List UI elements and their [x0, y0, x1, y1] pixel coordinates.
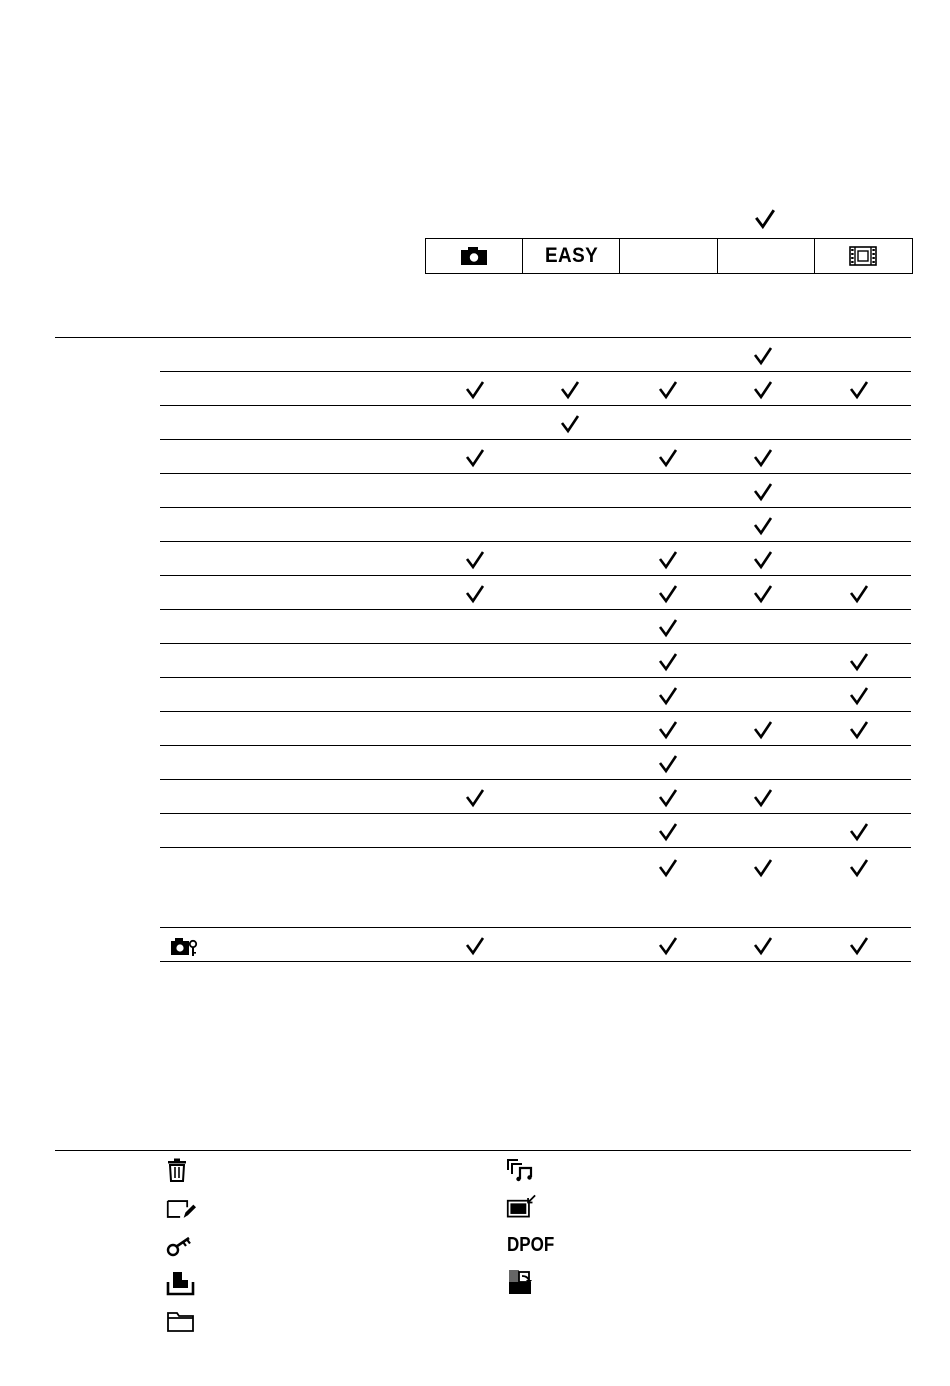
mode-header: [425, 238, 913, 274]
check-mark-icon: [753, 550, 773, 570]
table-row: [160, 746, 911, 780]
table-row: [160, 678, 911, 712]
check-mark-icon: [560, 414, 580, 434]
table-row: [160, 474, 911, 508]
check-mark-icon: [658, 686, 678, 706]
check-mark-icon: [658, 618, 678, 638]
check-mark-icon: [465, 788, 485, 808]
check-mark-icon: [753, 720, 773, 740]
table-row: [160, 338, 911, 372]
check-mark-icon: [753, 448, 773, 468]
check-mark-icon: [658, 822, 678, 842]
trash-icon: [166, 1157, 196, 1183]
check-mark-icon: [465, 448, 485, 468]
folder-icon: [166, 1308, 196, 1334]
table-row: [160, 780, 911, 814]
mode-cell-movie: [815, 239, 912, 273]
check-mark-icon: [753, 516, 773, 536]
check-mark-icon: [753, 788, 773, 808]
check-mark-icon: [658, 936, 678, 956]
mode-cell-easy: [523, 239, 620, 273]
dpof-icon: [507, 1232, 567, 1258]
check-mark-icon: [658, 788, 678, 808]
check-mark-icon: [465, 936, 485, 956]
check-mark-icon: [753, 346, 773, 366]
mode-cell-blank-1: [620, 239, 717, 273]
dpof-label: DPOF: [507, 1233, 555, 1256]
check-mark-icon: [754, 208, 776, 230]
table-row: [160, 440, 911, 474]
check-mark-icon: [658, 858, 678, 878]
check-mark-icon: [658, 652, 678, 672]
check-mark-icon: [753, 858, 773, 878]
check-mark-icon: [658, 720, 678, 740]
check-mark-icon: [658, 380, 678, 400]
check-mark-icon: [849, 720, 869, 740]
check-mark-icon: [753, 936, 773, 956]
table-row: [160, 508, 911, 542]
table-row: [160, 712, 911, 746]
check-mark-icon: [560, 380, 580, 400]
table-row: [160, 644, 911, 678]
film-icon: [849, 246, 877, 266]
camera-settings-icon: [170, 935, 198, 957]
table-row: [160, 406, 911, 440]
table-row: [160, 542, 911, 576]
check-mark-icon: [658, 448, 678, 468]
table-row: [160, 610, 911, 644]
check-mark-icon: [658, 550, 678, 570]
check-mark-icon: [753, 380, 773, 400]
table-row: [160, 928, 911, 962]
check-mark-icon: [658, 754, 678, 774]
print-icon: [166, 1270, 196, 1296]
check-mark-icon: [849, 686, 869, 706]
check-mark-icon: [465, 584, 485, 604]
camera-icon: [459, 246, 489, 266]
check-mark-icon: [849, 822, 869, 842]
check-mark-icon: [849, 584, 869, 604]
check-mark-icon: [849, 936, 869, 956]
protect-key-icon: [166, 1234, 196, 1260]
mode-cell-camera: [426, 239, 523, 273]
table-row: [160, 372, 911, 406]
mode-cell-blank-2: [718, 239, 815, 273]
table-row: [160, 848, 911, 928]
check-mark-icon: [849, 380, 869, 400]
check-mark-icon: [753, 584, 773, 604]
icon-list-rule: [55, 1150, 911, 1151]
check-mark-icon: [465, 550, 485, 570]
rotate-icon: [506, 1269, 536, 1295]
compatibility-table: [160, 338, 911, 962]
check-mark-icon: [849, 652, 869, 672]
check-mark-icon: [465, 380, 485, 400]
edit-rectangle-icon: [166, 1196, 196, 1222]
check-mark-icon: [753, 482, 773, 502]
resize-screen-icon: [506, 1193, 536, 1219]
table-row: [160, 576, 911, 610]
check-mark-icon: [658, 584, 678, 604]
slideshow-music-icon: [506, 1157, 536, 1183]
check-mark-icon: [849, 858, 869, 878]
easy-mode-label: EASY: [544, 244, 598, 267]
table-row: [160, 814, 911, 848]
